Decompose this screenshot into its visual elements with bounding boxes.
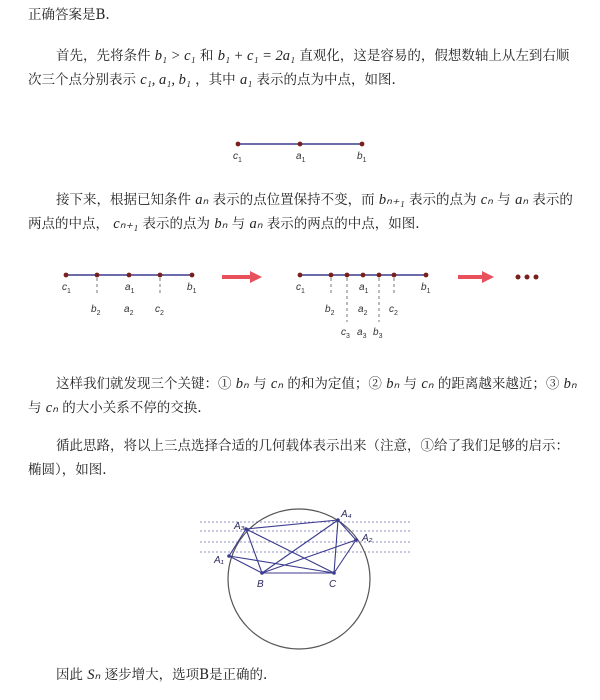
label-c1: $c_1$ <box>233 151 242 164</box>
svg-text:a1: $a_1$ <box>359 282 369 295</box>
svg-text:b2: $b_2$ <box>91 304 101 317</box>
label-C: C <box>329 579 337 590</box>
text-span: 和 <box>195 48 218 64</box>
text-span: 表示的两点的中点，如图. <box>262 216 420 232</box>
dashed-lines <box>200 522 410 552</box>
svg-text:c2: $c_2$ <box>389 304 398 317</box>
math-expr: b₁ + c₁ = 2a₁ <box>217 48 296 64</box>
label-A4: A₄ <box>341 509 352 520</box>
text-span: 与 <box>492 192 516 208</box>
math-expr: cₙ <box>421 376 434 392</box>
text-span: 首先，先将条件 <box>56 48 155 64</box>
ellipsis-dots <box>516 275 539 280</box>
text-span: 表示的点为 <box>138 216 215 232</box>
svg-text:c1: $c_1$ <box>62 282 71 295</box>
math-expr: bₙ <box>563 376 577 392</box>
text-span: 表示的点为 <box>404 192 481 208</box>
math-expr: bₙ <box>235 376 249 392</box>
answer-text: 正确答案是B. <box>28 7 110 23</box>
math-expr: cₙ <box>480 192 493 208</box>
figure-ellipse <box>0 500 600 660</box>
math-expr: cₙ <box>45 400 59 416</box>
math-expr: aₙ <box>195 192 209 208</box>
svg-text:a2: $a_2$ <box>358 304 368 317</box>
math-expr: cₙ₊₁ <box>113 216 139 232</box>
paragraph-step2 <box>28 188 580 236</box>
math-expr: b₁ > c₁ <box>154 48 196 64</box>
number-line-left <box>62 273 197 317</box>
text-span: 这样我们就发现三个关键：① <box>56 376 236 392</box>
text-span: 表示的点为中点，如图. <box>252 72 396 88</box>
math-expr: cₙ <box>270 376 284 392</box>
arrow-right-icon <box>458 271 494 283</box>
ellipse-curve <box>228 509 370 649</box>
arrow-right-icon <box>222 271 262 283</box>
text-span: 表示的点位置保持不变，而 <box>208 192 379 208</box>
label-B: B <box>257 579 264 590</box>
segments <box>229 520 356 573</box>
math-expr: bₙ₊₁ <box>378 192 405 208</box>
text-span: 逐步增大，选项B是正确的. <box>100 667 268 683</box>
math-expr: bₙ <box>386 376 400 392</box>
text-span: 与 <box>227 216 250 232</box>
math-expr: aₙ <box>515 192 529 208</box>
svg-text:b1: $b_1$ <box>421 282 431 295</box>
text-span: 与 <box>248 376 271 392</box>
label-A2: A₂ <box>362 533 373 544</box>
number-line-middle <box>296 273 431 340</box>
conclusion-line <box>28 663 580 687</box>
answer-line <box>28 3 580 27</box>
figure-iteration <box>0 262 600 342</box>
svg-text:c3: $c_3$ <box>341 327 350 340</box>
text-span: 的和为定值；② <box>283 376 387 392</box>
math-expr: aₙ <box>249 216 263 232</box>
text-span: 与 <box>399 376 422 392</box>
figure-number-line <box>0 135 600 185</box>
math-expr: a₁ <box>239 72 253 88</box>
label-A3: A₃ <box>234 521 245 532</box>
point-a1 <box>298 142 303 147</box>
svg-text:c1: $c_1$ <box>296 282 305 295</box>
svg-text:a3: $a_3$ <box>357 327 367 340</box>
svg-text:a2: $a_2$ <box>124 304 134 317</box>
paragraph-ellipse-idea <box>28 434 580 482</box>
text-span: 的大小关系不停的交换. <box>58 400 202 416</box>
paragraph-step1 <box>28 44 580 92</box>
svg-text:c2: $c_2$ <box>155 304 164 317</box>
text-span: 接下来，根据已知条件 <box>56 192 196 208</box>
math-expr: Sₙ <box>87 667 101 683</box>
text-span: 的距离越来越近；③ <box>433 376 564 392</box>
text-span: 循此思路，将以上三点选择合适的几何载体表示出来（注意，①给了我们足够的启示：椭圆），如图. <box>28 438 569 478</box>
svg-text:b1: $b_1$ <box>187 282 197 295</box>
point-b1 <box>360 142 365 147</box>
text-span: 直观化，这是容易的，假想数轴上从左到右顺次三个点分别表示 <box>28 48 570 88</box>
svg-text:b3: $b_3$ <box>373 327 383 340</box>
math-expr: bₙ <box>214 216 228 232</box>
svg-text:b2: $b_2$ <box>325 304 335 317</box>
text-span: ，其中 <box>190 72 240 88</box>
math-expr: c₁, a₁, b₁ <box>140 72 191 88</box>
point-c1 <box>236 142 241 147</box>
text-span: 与 <box>28 400 46 416</box>
text-span: 因此 <box>56 667 88 683</box>
label-a1: $a_1$ <box>296 151 306 164</box>
svg-text:a1: $a_1$ <box>125 282 135 295</box>
label-b1: $b_1$ <box>357 151 367 164</box>
text-span: 表示的两点的中点， <box>28 192 573 232</box>
paragraph-key-observations <box>28 372 580 420</box>
label-A1: A₁ <box>214 555 224 566</box>
